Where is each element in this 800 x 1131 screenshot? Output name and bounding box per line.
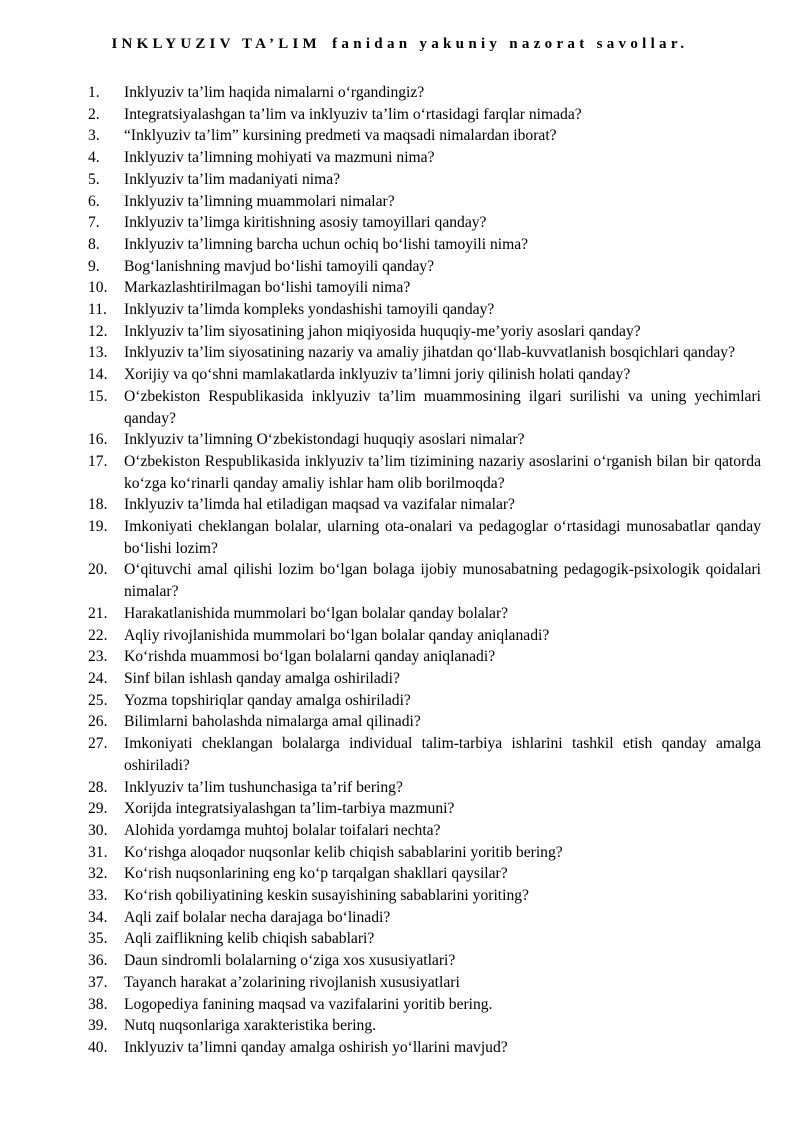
question-number: 33.	[88, 887, 108, 905]
question-text: Inklyuziv ta’lim madaniyati nima?	[124, 170, 341, 188]
question-item	[88, 321, 761, 343]
question-number: 3.	[88, 127, 100, 145]
question-number: 11.	[88, 301, 107, 319]
question-text: Alohida yordamga muhtoj bolalar toifalari nechta?	[124, 821, 441, 839]
question-text: Sinf bilan ishlash qanday amalga oshiriladi?	[124, 669, 400, 687]
question-list	[88, 82, 761, 1059]
question-item	[88, 863, 761, 885]
question-number: 26.	[88, 713, 108, 731]
question-number: 16.	[88, 431, 108, 449]
question-item	[88, 147, 761, 169]
question-text: Ko‘rishda muammosi bo‘lgan bolalarni qanday aniqlanadi?	[124, 648, 496, 666]
question-text: Bilimlarni baholashda nimalarga amal qilinadi?	[124, 713, 421, 731]
question-item	[88, 950, 761, 972]
question-text: Inklyuziv ta’limda hal etiladigan maqsad va vazifalar nimalar?	[124, 496, 515, 514]
question-number: 17.	[88, 452, 108, 470]
question-text: Ko‘rish qobiliyatining keskin susayishining sabablarini yoriting?	[124, 887, 529, 905]
question-number: 10.	[88, 279, 108, 297]
question-item	[88, 125, 761, 147]
question-item	[88, 711, 761, 733]
question-text: Imkoniyati cheklangan bolalarga individual talim-tarbiya ishlarini tashkil etish qanday amalga oshiriladi?	[124, 735, 761, 774]
question-item	[88, 928, 761, 950]
question-text: O‘zbekiston Respublikasida inklyuziv ta’lim tizimining nazariy asoslarini o‘rganish bilan bir qatorda ko‘zga ko‘rinarli qanday amaliy ishlar ham olib borilmoqda?	[124, 452, 761, 492]
question-item	[88, 104, 761, 126]
question-text: Inklyuziv ta’lim siyosatining nazariy va amaliy jihatdan qo‘llab-kuvvatlanish bosqichlari qanday?	[124, 344, 736, 362]
question-text: Xorijda integratsiyalashgan ta’lim-tarbiya mazmuni?	[124, 800, 455, 818]
question-item	[88, 603, 761, 625]
question-number: 37.	[88, 973, 108, 991]
question-text: Yozma topshiriqlar qanday amalga oshiriladi?	[124, 691, 411, 709]
question-item	[88, 907, 761, 929]
question-item	[88, 820, 761, 842]
question-item	[88, 994, 761, 1016]
question-number: 30.	[88, 821, 108, 839]
question-number: 32.	[88, 865, 108, 883]
question-text: Aqli zaif bolalar necha darajaga bo‘linadi?	[124, 908, 391, 926]
question-number: 40.	[88, 1038, 108, 1056]
question-text: O‘qituvchi amal qilishi lozim bo‘lgan bolaga ijobiy munosabatning pedagogik-psixologik qoidalari nimalar?	[124, 561, 761, 601]
question-number: 38.	[88, 995, 108, 1013]
question-text: Inklyuziv ta’limni qanday amalga oshirish yo‘llarini mavjud?	[124, 1038, 508, 1056]
question-text: Xorijiy va qo‘shni mamlakatlarda inklyuziv ta’limni joriy qilinish holati qanday?	[124, 366, 631, 384]
question-number: 39.	[88, 1017, 108, 1035]
question-number: 12.	[88, 322, 108, 340]
question-number: 15.	[88, 387, 108, 405]
question-text: Bog‘lanishning mavjud bo‘lishi tamoyili qanday?	[124, 257, 435, 275]
question-text: Nutq nuqsonlariga xarakteristika bering.	[124, 1017, 377, 1035]
question-item	[88, 559, 761, 602]
question-text: Inklyuziv ta’limda kompleks yondashishi tamoyili qanday?	[124, 301, 495, 319]
question-item	[88, 972, 761, 994]
question-item	[88, 169, 761, 191]
question-number: 35.	[88, 930, 108, 948]
question-item	[88, 386, 761, 429]
question-item	[88, 1037, 761, 1059]
question-item	[88, 212, 761, 234]
question-item	[88, 342, 761, 364]
question-number: 24.	[88, 669, 108, 687]
question-number: 29.	[88, 800, 108, 818]
question-item	[88, 1015, 761, 1037]
question-number: 4.	[88, 149, 100, 167]
question-text: Logopediya fanining maqsad va vazifalarini yoritib bering.	[124, 995, 493, 1013]
question-item	[88, 364, 761, 386]
question-item	[88, 646, 761, 668]
question-number: 9.	[88, 257, 100, 275]
question-number: 22.	[88, 626, 108, 644]
question-text: Ko‘rish nuqsonlarining eng ko‘p tarqalgan shakllari qaysilar?	[124, 865, 508, 883]
question-item	[88, 885, 761, 907]
page-title	[0, 36, 800, 53]
question-number: 31.	[88, 843, 108, 861]
question-number: 34.	[88, 908, 108, 926]
question-item	[88, 842, 761, 864]
question-item	[88, 451, 761, 494]
question-item	[88, 191, 761, 213]
question-item	[88, 234, 761, 256]
question-item	[88, 82, 761, 104]
question-number: 27.	[88, 735, 108, 753]
question-number: 18.	[88, 496, 108, 514]
question-number: 23.	[88, 648, 108, 666]
question-text: Aqliy rivojlanishida mummolari bo‘lgan bolalar qanday aniqlanadi?	[124, 626, 550, 644]
question-item	[88, 733, 761, 776]
question-item	[88, 625, 761, 647]
question-item	[88, 777, 761, 799]
question-number: 14.	[88, 366, 108, 384]
question-text: Inklyuziv ta’limning barcha uchun ochiq bo‘lishi tamoyili nima?	[124, 235, 529, 253]
question-item	[88, 494, 761, 516]
question-number: 5.	[88, 170, 100, 188]
question-number: 19.	[88, 518, 108, 536]
question-number: 7.	[88, 214, 100, 232]
question-text: Inklyuziv ta’lim siyosatining jahon miqiyosida huquqiy-me’yoriy asoslari qanday?	[124, 322, 641, 340]
question-number: 2.	[88, 105, 100, 123]
question-item	[88, 429, 761, 451]
question-number: 6.	[88, 192, 100, 210]
question-number: 20.	[88, 561, 108, 579]
question-text: Imkoniyati cheklangan bolalar, ularning ota-onalari va pedagoglar o‘rtasidagi munosabatlar qanday bo‘lishi lozim?	[124, 518, 761, 557]
question-text: Daun sindromli bolalarning o‘ziga xos xususiyatlari?	[124, 952, 456, 970]
question-text: Inklyuziv ta’limning mohiyati va mazmuni nima?	[124, 149, 435, 167]
question-text: Inklyuziv ta’limning muammolari nimalar?	[124, 192, 395, 210]
question-item	[88, 690, 761, 712]
question-item	[88, 668, 761, 690]
question-text: “Inklyuziv ta’lim” kursining predmeti va maqsadi nimalardan iborat?	[124, 127, 557, 145]
question-text: Inklyuziv ta’lim tushunchasiga ta’rif bering?	[124, 778, 403, 796]
title-subject: INKLYUZIV TA’LIM	[111, 36, 321, 52]
question-text: Aqli zaiflikning kelib chiqish sabablari?	[124, 930, 375, 948]
question-item	[88, 256, 761, 278]
question-item	[88, 798, 761, 820]
question-item	[88, 277, 761, 299]
question-item	[88, 516, 761, 559]
question-number: 13.	[88, 344, 108, 362]
question-text: Inklyuziv ta’limga kiritishning asosiy tamoyillari qanday?	[124, 214, 487, 232]
question-text: Ko‘rishga aloqador nuqsonlar kelib chiqish sabablarini yoritib bering?	[124, 843, 563, 861]
question-number: 1.	[88, 84, 100, 101]
question-text: Markazlashtirilmagan bo‘lishi tamoyili nima?	[124, 279, 411, 297]
question-text: Tayanch harakat a’zolarining rivojlanish xususiyatlari	[124, 973, 460, 991]
question-text: Inklyuziv ta’limning O‘zbekistondagi huquqiy asoslari nimalar?	[124, 431, 525, 449]
question-text: Inklyuziv ta’lim haqida nimalarni o‘rgandingiz?	[124, 84, 425, 101]
question-text: Harakatlanishida mummolari bo‘lgan bolalar qanday bolalar?	[124, 604, 509, 622]
question-number: 28.	[88, 778, 108, 796]
question-number: 25.	[88, 691, 108, 709]
question-text: O‘zbekiston Respublikasida inklyuziv ta’lim muammosining ilgari surilishi va uning yechimlari qanday?	[124, 387, 761, 427]
question-number: 21.	[88, 604, 108, 622]
question-number: 8.	[88, 235, 100, 253]
title-description: fanidan yakuniy nazorat savollar.	[332, 36, 689, 52]
question-item	[88, 299, 761, 321]
question-number: 36.	[88, 952, 108, 970]
question-text: Integratsiyalashgan ta’lim va inklyuziv ta’lim o‘rtasidagi farqlar nimada?	[124, 105, 582, 123]
